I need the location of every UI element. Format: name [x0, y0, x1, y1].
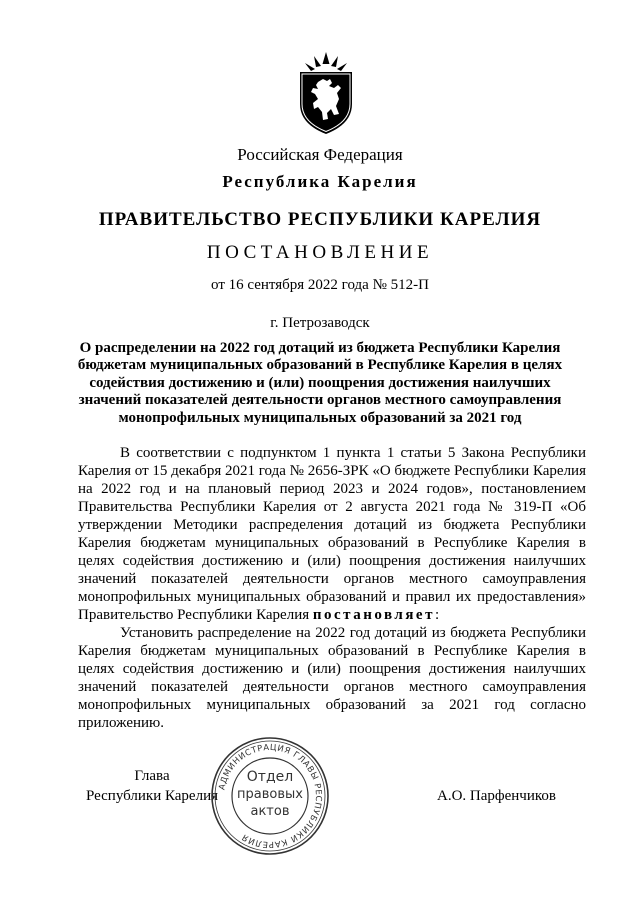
- document-date-number: от 16 сентября 2022 года № 512-П: [211, 277, 429, 293]
- signatory-position: [72, 766, 232, 806]
- stamp-line-3: актов: [250, 804, 290, 819]
- body-paragraph-1: [78, 444, 586, 624]
- stamp-ring-text: АДМИНИСТРАЦИЯ ГЛАВЫ РЕСПУБЛИКИ КАРЕЛИЯ: [216, 741, 325, 851]
- stamp-line-1: Отдел: [246, 769, 294, 785]
- resolves-word: постановляет: [312, 607, 435, 623]
- stamp-line-2: правовых: [237, 787, 303, 802]
- title-line: монопрофильных муниципальных образований за 2021 год: [118, 409, 522, 426]
- document-title: [70, 340, 570, 427]
- document-city: г. Петрозаводск: [270, 315, 370, 331]
- title-line: содействия достижению и (или) поощрения достижения наилучших: [89, 374, 551, 391]
- karelia-coat-of-arms-icon: [294, 52, 358, 136]
- country-name: Российская Федерация: [237, 145, 403, 164]
- paragraph-1-text: В соответствии с подпунктом 1 пункта 1 статьи 5 Закона Республики Карелия от 15 декабря 2021 года № 2656-ЗРК «О бюджете Республики Карелия на 2022 год и на плановый период 2023 и 2024 годов», постановлением Правительства Республики Карелия от 2 августа 2021 года № 319-П «Об утверждении Методики распределения дотаций из бюджета Республики Карелия бюджетам муниципальных образований в Республике Карелия в целях содействия достижению и (или) поощрения достижения наилучших значений показателей деятельности органов местного самоуправления монопрофильных муниципальных образований и правил их предоставления» Правительство Республики Карелия: [78, 445, 586, 623]
- paragraph-2-text: Установить распределение на 2022 год дотаций из бюджета Республики Карелия бюджетам муниципальных образований в Республике Карелия в целях содействия достижению и (или) поощрения достижения наилучших значений показателей деятельности органов местного самоуправления монопрофильных муниципальных образований за 2021 год согласно приложению.: [78, 625, 586, 731]
- title-line: О распределении на 2022 год дотаций из бюджета Республики Карелия: [79, 340, 561, 356]
- government-name: ПРАВИТЕЛЬСТВО РЕСПУБЛИКИ КАРЕЛИЯ: [98, 209, 542, 230]
- stamp-seal: [209, 735, 331, 857]
- position-line-1: Глава: [134, 768, 170, 784]
- document-body: [78, 444, 586, 732]
- document-type: ПОСТАНОВЛЕНИЕ: [206, 242, 434, 263]
- title-line: значений показателей деятельности органов местного самоуправления: [78, 392, 562, 409]
- title-line: бюджетам муниципальных образований в Республике Карелия в целях: [77, 357, 563, 374]
- position-line-2: Республики Карелия: [85, 788, 219, 804]
- republic-name: Республика Карелия: [222, 172, 418, 191]
- body-paragraph-2: [78, 624, 586, 732]
- paragraph-1-colon: :: [434, 607, 440, 623]
- signatory-name: А.О. Парфенчиков: [437, 788, 556, 804]
